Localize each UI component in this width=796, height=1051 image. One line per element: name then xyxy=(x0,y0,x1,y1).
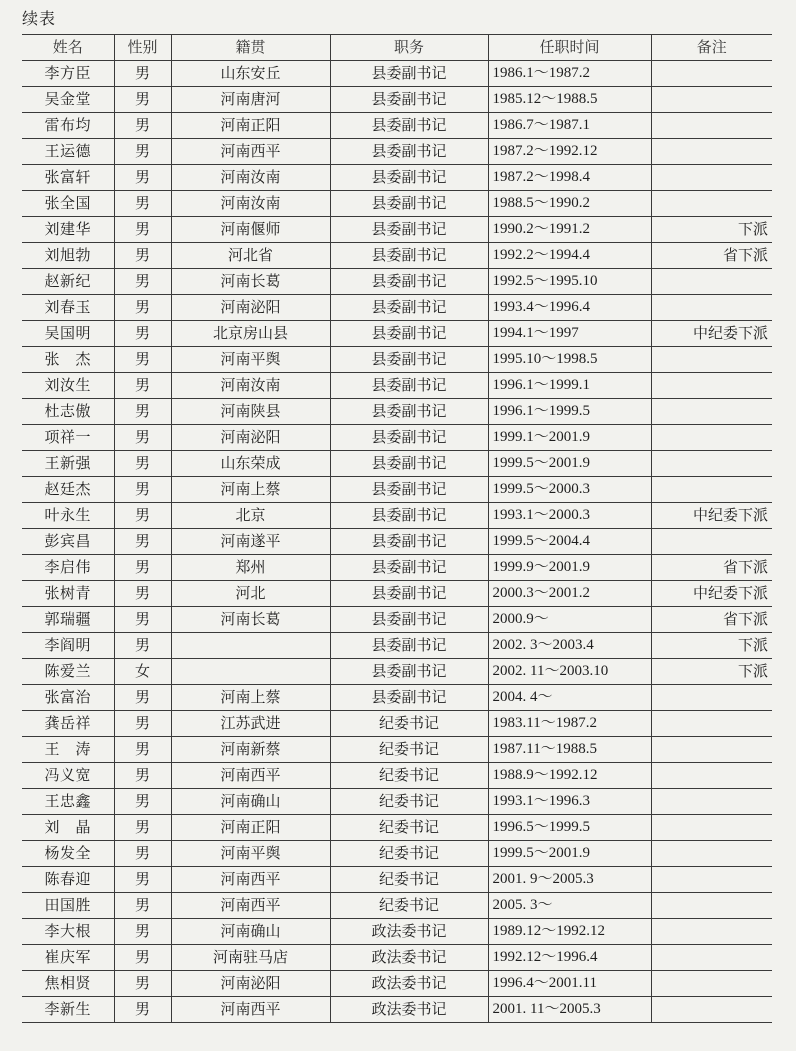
term-cell: 1993.1～1996.3 xyxy=(488,789,651,815)
post-cell: 纪委书记 xyxy=(330,763,488,789)
term-cell: 1999.5～2001.9 xyxy=(488,451,651,477)
gender-cell: 男 xyxy=(114,971,171,997)
name-cell: 张富治 xyxy=(22,685,114,711)
origin-cell: 江苏武进 xyxy=(171,711,330,737)
origin-cell: 河北 xyxy=(171,581,330,607)
name-cell: 刘建华 xyxy=(22,217,114,243)
table-row xyxy=(22,295,772,321)
origin-cell: 河南汝南 xyxy=(171,165,330,191)
name-cell: 李方臣 xyxy=(22,61,114,87)
gender-cell: 男 xyxy=(114,841,171,867)
name-cell: 焦相贤 xyxy=(22,971,114,997)
origin-cell: 河南确山 xyxy=(171,919,330,945)
term-cell: 1992.12～1996.4 xyxy=(488,945,651,971)
origin-cell: 河南正阳 xyxy=(171,113,330,139)
gender-cell: 男 xyxy=(114,477,171,503)
remark-cell xyxy=(651,113,772,139)
name-cell: 龚岳祥 xyxy=(22,711,114,737)
name-cell: 李启伟 xyxy=(22,555,114,581)
name-cell: 雷布均 xyxy=(22,113,114,139)
origin-cell: 河南驻马店 xyxy=(171,945,330,971)
post-cell: 县委副书记 xyxy=(330,347,488,373)
post-cell: 纪委书记 xyxy=(330,789,488,815)
remark-cell xyxy=(651,841,772,867)
table-row xyxy=(22,919,772,945)
post-cell: 纪委书记 xyxy=(330,841,488,867)
post-cell: 县委副书记 xyxy=(330,451,488,477)
gender-cell: 男 xyxy=(114,737,171,763)
gender-cell: 男 xyxy=(114,789,171,815)
table-row xyxy=(22,451,772,477)
origin-cell: 河南平舆 xyxy=(171,841,330,867)
gender-cell: 男 xyxy=(114,217,171,243)
name-cell: 赵廷杰 xyxy=(22,477,114,503)
remark-cell xyxy=(651,451,772,477)
origin-cell: 河南汝南 xyxy=(171,191,330,217)
gender-cell: 男 xyxy=(114,555,171,581)
gender-cell: 男 xyxy=(114,711,171,737)
origin-cell: 河南西平 xyxy=(171,763,330,789)
table-row xyxy=(22,399,772,425)
name-cell: 李大根 xyxy=(22,919,114,945)
origin-cell: 山东安丘 xyxy=(171,61,330,87)
post-cell: 县委副书记 xyxy=(330,61,488,87)
table-row xyxy=(22,87,772,113)
origin-cell: 河南确山 xyxy=(171,789,330,815)
origin-cell: 河南新蔡 xyxy=(171,737,330,763)
table-row xyxy=(22,165,772,191)
table-row xyxy=(22,945,772,971)
remark-cell xyxy=(651,399,772,425)
post-cell: 纪委书记 xyxy=(330,737,488,763)
post-cell: 县委副书记 xyxy=(330,555,488,581)
gender-cell: 男 xyxy=(114,139,171,165)
origin-cell: 河南上蔡 xyxy=(171,685,330,711)
term-cell: 1996.1～1999.5 xyxy=(488,399,651,425)
remark-cell xyxy=(651,997,772,1023)
gender-cell: 女 xyxy=(114,659,171,685)
officials-table xyxy=(22,34,772,1023)
remark-cell xyxy=(651,61,772,87)
table-row xyxy=(22,61,772,87)
origin-cell: 河南西平 xyxy=(171,139,330,165)
origin-cell: 郑州 xyxy=(171,555,330,581)
name-cell: 吴金堂 xyxy=(22,87,114,113)
gender-cell: 男 xyxy=(114,61,171,87)
term-cell: 1987.2～1992.12 xyxy=(488,139,651,165)
gender-cell: 男 xyxy=(114,997,171,1023)
post-cell: 纪委书记 xyxy=(330,893,488,919)
term-cell: 1985.12～1988.5 xyxy=(488,87,651,113)
origin-cell: 河南唐河 xyxy=(171,87,330,113)
post-cell: 县委副书记 xyxy=(330,217,488,243)
remark-cell xyxy=(651,789,772,815)
term-cell: 1996.1～1999.1 xyxy=(488,373,651,399)
origin-cell: 河南汝南 xyxy=(171,373,330,399)
gender-cell: 男 xyxy=(114,269,171,295)
remark-cell xyxy=(651,165,772,191)
gender-cell: 男 xyxy=(114,503,171,529)
gender-cell: 男 xyxy=(114,685,171,711)
remark-cell xyxy=(651,347,772,373)
remark-cell xyxy=(651,971,772,997)
remark-cell: 省下派 xyxy=(651,555,772,581)
name-cell: 赵新纪 xyxy=(22,269,114,295)
name-cell: 崔庆军 xyxy=(22,945,114,971)
remark-cell xyxy=(651,737,772,763)
post-cell: 县委副书记 xyxy=(330,503,488,529)
table-row xyxy=(22,971,772,997)
term-cell: 2000.3～2001.2 xyxy=(488,581,651,607)
post-cell: 县委副书记 xyxy=(330,529,488,555)
gender-cell: 男 xyxy=(114,243,171,269)
column-header-name: 姓名 xyxy=(22,35,114,61)
remark-cell: 下派 xyxy=(651,217,772,243)
gender-cell: 男 xyxy=(114,425,171,451)
term-cell: 1987.11～1988.5 xyxy=(488,737,651,763)
column-header-origin: 籍贯 xyxy=(171,35,330,61)
origin-cell: 河南陕县 xyxy=(171,399,330,425)
post-cell: 县委副书记 xyxy=(330,113,488,139)
table-row xyxy=(22,997,772,1023)
origin-cell: 河南西平 xyxy=(171,867,330,893)
table-row xyxy=(22,347,772,373)
origin-cell: 河南西平 xyxy=(171,893,330,919)
table-row xyxy=(22,893,772,919)
table-row xyxy=(22,529,772,555)
remark-cell xyxy=(651,477,772,503)
origin-cell: 北京房山县 xyxy=(171,321,330,347)
remark-cell xyxy=(651,191,772,217)
post-cell: 政法委书记 xyxy=(330,945,488,971)
post-cell: 县委副书记 xyxy=(330,87,488,113)
origin-cell: 河南长葛 xyxy=(171,607,330,633)
term-cell: 2002. 11～2003.10 xyxy=(488,659,651,685)
name-cell: 刘 晶 xyxy=(22,815,114,841)
term-cell: 1988.5～1990.2 xyxy=(488,191,651,217)
post-cell: 县委副书记 xyxy=(330,295,488,321)
term-cell: 1989.12～1992.12 xyxy=(488,919,651,945)
term-cell: 1992.2～1994.4 xyxy=(488,243,651,269)
post-cell: 县委副书记 xyxy=(330,685,488,711)
name-cell: 杨发全 xyxy=(22,841,114,867)
post-cell: 政法委书记 xyxy=(330,971,488,997)
table-row xyxy=(22,477,772,503)
term-cell: 1993.4～1996.4 xyxy=(488,295,651,321)
gender-cell: 男 xyxy=(114,87,171,113)
remark-cell: 下派 xyxy=(651,633,772,659)
post-cell: 县委副书记 xyxy=(330,399,488,425)
remark-cell xyxy=(651,87,772,113)
table-row xyxy=(22,841,772,867)
post-cell: 政法委书记 xyxy=(330,919,488,945)
gender-cell: 男 xyxy=(114,347,171,373)
table-row xyxy=(22,555,772,581)
origin-cell xyxy=(171,659,330,685)
post-cell: 县委副书记 xyxy=(330,165,488,191)
term-cell: 1999.5～2004.4 xyxy=(488,529,651,555)
gender-cell: 男 xyxy=(114,165,171,191)
term-cell: 1994.1～1997 xyxy=(488,321,651,347)
remark-cell xyxy=(651,425,772,451)
post-cell: 县委副书记 xyxy=(330,373,488,399)
term-cell: 1986.1～1987.2 xyxy=(488,61,651,87)
table-row xyxy=(22,425,772,451)
name-cell: 王运德 xyxy=(22,139,114,165)
table-row xyxy=(22,763,772,789)
gender-cell: 男 xyxy=(114,633,171,659)
column-header-remark: 备注 xyxy=(651,35,772,61)
origin-cell xyxy=(171,633,330,659)
gender-cell: 男 xyxy=(114,529,171,555)
table-row xyxy=(22,867,772,893)
table-caption: 续表 xyxy=(22,9,57,28)
origin-cell: 河南遂平 xyxy=(171,529,330,555)
remark-cell: 中纪委下派 xyxy=(651,321,772,347)
gender-cell: 男 xyxy=(114,295,171,321)
table-row xyxy=(22,217,772,243)
post-cell: 县委副书记 xyxy=(330,477,488,503)
origin-cell: 北京 xyxy=(171,503,330,529)
gender-cell: 男 xyxy=(114,919,171,945)
table-body xyxy=(22,61,772,1023)
origin-cell: 河南平舆 xyxy=(171,347,330,373)
remark-cell xyxy=(651,269,772,295)
post-cell: 纪委书记 xyxy=(330,815,488,841)
remark-cell xyxy=(651,763,772,789)
name-cell: 张富轩 xyxy=(22,165,114,191)
post-cell: 县委副书记 xyxy=(330,139,488,165)
remark-cell: 省下派 xyxy=(651,607,772,633)
post-cell: 县委副书记 xyxy=(330,581,488,607)
name-cell: 冯义宽 xyxy=(22,763,114,789)
name-cell: 郭瑞疆 xyxy=(22,607,114,633)
table-row xyxy=(22,711,772,737)
name-cell: 张 杰 xyxy=(22,347,114,373)
gender-cell: 男 xyxy=(114,763,171,789)
gender-cell: 男 xyxy=(114,581,171,607)
origin-cell: 河南泌阳 xyxy=(171,295,330,321)
name-cell: 刘春玉 xyxy=(22,295,114,321)
gender-cell: 男 xyxy=(114,607,171,633)
table-row xyxy=(22,503,772,529)
table-row xyxy=(22,581,772,607)
term-cell: 2005. 3～ xyxy=(488,893,651,919)
gender-cell: 男 xyxy=(114,815,171,841)
table-row xyxy=(22,139,772,165)
gender-cell: 男 xyxy=(114,191,171,217)
term-cell: 1999.9～2001.9 xyxy=(488,555,651,581)
origin-cell: 河南泌阳 xyxy=(171,971,330,997)
table-row xyxy=(22,607,772,633)
post-cell: 县委副书记 xyxy=(330,425,488,451)
origin-cell: 河南偃师 xyxy=(171,217,330,243)
term-cell: 1996.4～2001.11 xyxy=(488,971,651,997)
header-row xyxy=(22,35,772,61)
name-cell: 张树青 xyxy=(22,581,114,607)
remark-cell xyxy=(651,919,772,945)
remark-cell xyxy=(651,815,772,841)
gender-cell: 男 xyxy=(114,373,171,399)
remark-cell xyxy=(651,711,772,737)
table-row xyxy=(22,685,772,711)
name-cell: 彭宾昌 xyxy=(22,529,114,555)
column-header-term: 任职时间 xyxy=(488,35,651,61)
post-cell: 县委副书记 xyxy=(330,191,488,217)
name-cell: 项祥一 xyxy=(22,425,114,451)
name-cell: 刘汝生 xyxy=(22,373,114,399)
remark-cell: 中纪委下派 xyxy=(651,503,772,529)
gender-cell: 男 xyxy=(114,945,171,971)
term-cell: 2001. 9～2005.3 xyxy=(488,867,651,893)
remark-cell xyxy=(651,945,772,971)
post-cell: 县委副书记 xyxy=(330,321,488,347)
table-row xyxy=(22,321,772,347)
origin-cell: 河南泌阳 xyxy=(171,425,330,451)
column-header-gender: 性别 xyxy=(114,35,171,61)
origin-cell: 山东荣成 xyxy=(171,451,330,477)
term-cell: 1992.5～1995.10 xyxy=(488,269,651,295)
post-cell: 县委副书记 xyxy=(330,243,488,269)
post-cell: 县委副书记 xyxy=(330,659,488,685)
remark-cell xyxy=(651,529,772,555)
table-row xyxy=(22,789,772,815)
post-cell: 纪委书记 xyxy=(330,867,488,893)
term-cell: 1999.1～2001.9 xyxy=(488,425,651,451)
table-row xyxy=(22,243,772,269)
term-cell: 1999.5～2000.3 xyxy=(488,477,651,503)
origin-cell: 河南长葛 xyxy=(171,269,330,295)
name-cell: 刘旭勃 xyxy=(22,243,114,269)
name-cell: 杜志傲 xyxy=(22,399,114,425)
term-cell: 1983.11～1987.2 xyxy=(488,711,651,737)
name-cell: 张全国 xyxy=(22,191,114,217)
table-row xyxy=(22,659,772,685)
table-row xyxy=(22,113,772,139)
term-cell: 2001. 11～2005.3 xyxy=(488,997,651,1023)
gender-cell: 男 xyxy=(114,321,171,347)
name-cell: 王 涛 xyxy=(22,737,114,763)
origin-cell: 河南正阳 xyxy=(171,815,330,841)
table-row xyxy=(22,815,772,841)
name-cell: 王新强 xyxy=(22,451,114,477)
post-cell: 县委副书记 xyxy=(330,607,488,633)
table-row xyxy=(22,269,772,295)
table-row xyxy=(22,373,772,399)
name-cell: 田国胜 xyxy=(22,893,114,919)
remark-cell xyxy=(651,893,772,919)
table-row xyxy=(22,191,772,217)
term-cell: 1986.7～1987.1 xyxy=(488,113,651,139)
name-cell: 王忠鑫 xyxy=(22,789,114,815)
term-cell: 2004. 4～ xyxy=(488,685,651,711)
post-cell: 纪委书记 xyxy=(330,711,488,737)
remark-cell: 下派 xyxy=(651,659,772,685)
name-cell: 陈爱兰 xyxy=(22,659,114,685)
name-cell: 陈春迎 xyxy=(22,867,114,893)
gender-cell: 男 xyxy=(114,399,171,425)
table-row xyxy=(22,633,772,659)
term-cell: 2000.9～ xyxy=(488,607,651,633)
remark-cell xyxy=(651,295,772,321)
term-cell: 1999.5～2001.9 xyxy=(488,841,651,867)
remark-cell: 省下派 xyxy=(651,243,772,269)
column-header-post: 职务 xyxy=(330,35,488,61)
remark-cell: 中纪委下派 xyxy=(651,581,772,607)
remark-cell xyxy=(651,373,772,399)
gender-cell: 男 xyxy=(114,893,171,919)
origin-cell: 河北省 xyxy=(171,243,330,269)
origin-cell: 河南西平 xyxy=(171,997,330,1023)
remark-cell xyxy=(651,685,772,711)
name-cell: 吴国明 xyxy=(22,321,114,347)
term-cell: 1995.10～1998.5 xyxy=(488,347,651,373)
name-cell: 叶永生 xyxy=(22,503,114,529)
post-cell: 县委副书记 xyxy=(330,633,488,659)
gender-cell: 男 xyxy=(114,867,171,893)
term-cell: 1996.5～1999.5 xyxy=(488,815,651,841)
post-cell: 县委副书记 xyxy=(330,269,488,295)
term-cell: 1993.1～2000.3 xyxy=(488,503,651,529)
name-cell: 李阎明 xyxy=(22,633,114,659)
origin-cell: 河南上蔡 xyxy=(171,477,330,503)
term-cell: 1988.9～1992.12 xyxy=(488,763,651,789)
term-cell: 2002. 3～2003.4 xyxy=(488,633,651,659)
remark-cell xyxy=(651,139,772,165)
term-cell: 1990.2～1991.2 xyxy=(488,217,651,243)
gender-cell: 男 xyxy=(114,451,171,477)
term-cell: 1987.2～1998.4 xyxy=(488,165,651,191)
table-row xyxy=(22,737,772,763)
post-cell: 政法委书记 xyxy=(330,997,488,1023)
remark-cell xyxy=(651,867,772,893)
name-cell: 李新生 xyxy=(22,997,114,1023)
gender-cell: 男 xyxy=(114,113,171,139)
